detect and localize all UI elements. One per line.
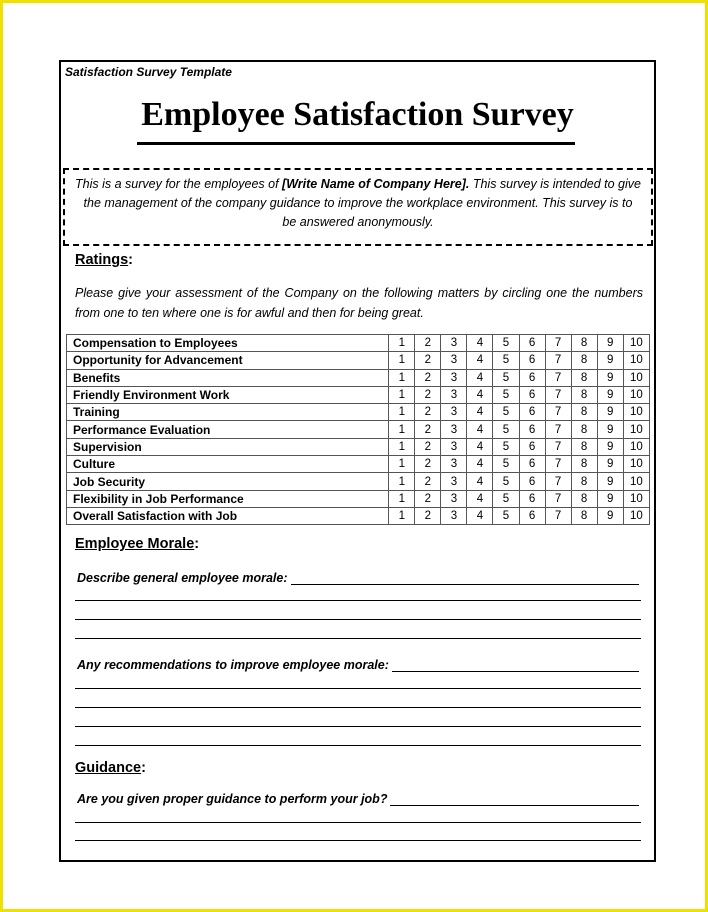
rating-item-label: Friendly Environment Work [67,386,389,403]
intro-text-2: This survey is intended to give the management of the company guidance to improve the workplace environment. This survey is to be answered anonymously. [83,177,641,229]
intro-box [63,168,653,246]
rating-option[interactable]: 8 [571,335,597,352]
rating-row [67,369,650,386]
morale-heading: Employee Morale: [75,536,200,552]
rating-option[interactable]: 10 [623,352,649,369]
rating-option[interactable]: 3 [441,352,467,369]
rating-option[interactable]: 1 [389,507,415,524]
ratings-heading: Ratings: [75,252,134,268]
rating-option[interactable]: 4 [467,335,493,352]
rating-item-label: Flexibility in Job Performance [67,490,389,507]
rating-option[interactable]: 2 [415,438,441,455]
rating-option[interactable]: 7 [545,456,571,473]
rating-option[interactable]: 8 [571,386,597,403]
rating-option[interactable]: 2 [415,404,441,421]
rating-item-label: Compensation to Employees [67,335,389,352]
guidance-answer-1-field[interactable] [390,793,639,806]
rating-option[interactable]: 8 [571,421,597,438]
rating-option[interactable]: 7 [545,490,571,507]
answer-line[interactable] [75,745,641,746]
morale-question-2 [77,656,639,672]
rating-option[interactable]: 3 [441,473,467,490]
rating-option[interactable]: 4 [467,369,493,386]
rating-row [67,404,650,421]
rating-option[interactable]: 9 [597,473,623,490]
rating-item-label: Supervision [67,438,389,455]
rating-option[interactable]: 3 [441,404,467,421]
rating-option[interactable]: 8 [571,507,597,524]
rating-row [67,490,650,507]
rating-option[interactable]: 5 [493,473,519,490]
answer-line[interactable] [75,688,641,689]
rating-option[interactable]: 4 [467,404,493,421]
guidance-heading: Guidance: [75,760,146,776]
rating-option[interactable]: 6 [519,335,545,352]
rating-option[interactable]: 1 [389,473,415,490]
rating-option[interactable]: 9 [597,456,623,473]
rating-row [67,352,650,369]
rating-option[interactable]: 4 [467,438,493,455]
rating-option[interactable]: 7 [545,421,571,438]
rating-option[interactable]: 1 [389,386,415,403]
answer-line[interactable] [75,822,641,823]
rating-item-label: Performance Evaluation [67,421,389,438]
rating-option[interactable]: 4 [467,490,493,507]
rating-option[interactable]: 1 [389,404,415,421]
rating-option[interactable]: 10 [623,386,649,403]
answer-line[interactable] [75,840,641,841]
company-name-placeholder[interactable]: [Write Name of Company Here]. [282,177,470,191]
rating-option[interactable]: 8 [571,438,597,455]
morale-question-1-label: Describe general employee morale: [77,571,288,585]
rating-option[interactable]: 5 [493,335,519,352]
rating-option[interactable]: 9 [597,421,623,438]
ratings-table [66,334,650,525]
rating-option[interactable]: 2 [415,369,441,386]
answer-line[interactable] [75,707,641,708]
rating-option[interactable]: 6 [519,404,545,421]
rating-option[interactable]: 8 [571,352,597,369]
rating-row [67,386,650,403]
rating-option[interactable]: 7 [545,352,571,369]
rating-option[interactable]: 4 [467,352,493,369]
rating-option[interactable]: 5 [493,404,519,421]
rating-option[interactable]: 4 [467,421,493,438]
rating-row [67,438,650,455]
rating-option[interactable]: 5 [493,456,519,473]
rating-option[interactable]: 4 [467,507,493,524]
rating-option[interactable]: 5 [493,507,519,524]
answer-line[interactable] [75,619,641,620]
rating-option[interactable]: 2 [415,456,441,473]
rating-option[interactable]: 10 [623,473,649,490]
rating-option[interactable]: 7 [545,473,571,490]
rating-option[interactable]: 3 [441,369,467,386]
rating-option[interactable]: 3 [441,490,467,507]
rating-option[interactable]: 2 [415,507,441,524]
rating-option[interactable]: 3 [441,507,467,524]
rating-row [67,421,650,438]
rating-option[interactable]: 8 [571,369,597,386]
title-underline [137,142,575,145]
morale-answer-2-field[interactable] [392,659,639,672]
rating-option[interactable]: 2 [415,421,441,438]
rating-option[interactable]: 2 [415,386,441,403]
rating-option[interactable]: 3 [441,421,467,438]
rating-item-label: Overall Satisfaction with Job [67,507,389,524]
rating-option[interactable]: 5 [493,490,519,507]
morale-answer-1-field[interactable] [291,572,639,585]
rating-option[interactable]: 2 [415,490,441,507]
rating-row [67,507,650,524]
rating-option[interactable]: 9 [597,490,623,507]
rating-option[interactable]: 8 [571,456,597,473]
rating-option[interactable]: 6 [519,456,545,473]
rating-option[interactable]: 8 [571,473,597,490]
rating-option[interactable]: 5 [493,352,519,369]
rating-item-label: Job Security [67,473,389,490]
rating-row [67,473,650,490]
rating-option[interactable]: 1 [389,490,415,507]
rating-option[interactable]: 1 [389,369,415,386]
rating-option[interactable]: 10 [623,456,649,473]
rating-option[interactable]: 1 [389,335,415,352]
survey-page [59,60,656,862]
rating-option[interactable]: 6 [519,386,545,403]
rating-option[interactable]: 3 [441,335,467,352]
rating-option[interactable]: 10 [623,490,649,507]
rating-option[interactable]: 6 [519,438,545,455]
rating-item-label: Culture [67,456,389,473]
rating-option[interactable]: 6 [519,369,545,386]
rating-option[interactable]: 6 [519,421,545,438]
rating-row [67,456,650,473]
rating-option[interactable]: 3 [441,386,467,403]
answer-line[interactable] [75,600,641,601]
rating-option[interactable]: 7 [545,404,571,421]
rating-row [67,335,650,352]
rating-option[interactable]: 2 [415,473,441,490]
rating-option[interactable]: 7 [545,369,571,386]
guidance-question-1 [77,790,639,806]
rating-option[interactable]: 7 [545,335,571,352]
rating-option[interactable]: 2 [415,335,441,352]
rating-option[interactable]: 3 [441,456,467,473]
rating-option[interactable]: 9 [597,404,623,421]
rating-option[interactable]: 6 [519,507,545,524]
rating-option[interactable]: 4 [467,386,493,403]
rating-option[interactable]: 10 [623,335,649,352]
rating-option[interactable]: 4 [467,456,493,473]
morale-question-1 [77,569,639,585]
rating-option[interactable]: 10 [623,421,649,438]
rating-option[interactable]: 9 [597,438,623,455]
rating-option[interactable]: 7 [545,386,571,403]
rating-option[interactable]: 3 [441,438,467,455]
rating-item-label: Training [67,404,389,421]
rating-option[interactable]: 6 [519,490,545,507]
rating-option[interactable]: 8 [571,490,597,507]
morale-question-2-label: Any recommendations to improve employee morale: [77,658,389,672]
rating-item-label: Benefits [67,369,389,386]
rating-option[interactable]: 8 [571,404,597,421]
guidance-question-1-label: Are you given proper guidance to perform your job? [77,792,388,806]
rating-option[interactable]: 1 [389,438,415,455]
template-label: Satisfaction Survey Template [65,65,232,79]
rating-option[interactable]: 7 [545,438,571,455]
rating-option[interactable]: 1 [389,352,415,369]
rating-option[interactable]: 2 [415,352,441,369]
answer-line[interactable] [75,726,641,727]
rating-option[interactable]: 9 [597,352,623,369]
answer-line[interactable] [75,638,641,639]
ratings-instructions: Please give your assessment of the Company on the following matters by circling one the numbers from one to ten where one is for awful and then for being great. [75,286,643,320]
page-title: Employee Satisfaction Survey [141,96,574,133]
rating-option[interactable]: 10 [623,404,649,421]
rating-option[interactable]: 6 [519,473,545,490]
intro-text-1: This is a survey for the employees of [75,177,283,191]
rating-option[interactable]: 10 [623,438,649,455]
rating-option[interactable]: 5 [493,438,519,455]
rating-option[interactable]: 5 [493,386,519,403]
rating-option[interactable]: 9 [597,335,623,352]
rating-option[interactable]: 5 [493,369,519,386]
rating-option[interactable]: 9 [597,507,623,524]
rating-option[interactable]: 4 [467,473,493,490]
rating-option[interactable]: 9 [597,369,623,386]
rating-option[interactable]: 1 [389,456,415,473]
rating-option[interactable]: 9 [597,386,623,403]
rating-option[interactable]: 1 [389,421,415,438]
rating-option[interactable]: 5 [493,421,519,438]
rating-option[interactable]: 10 [623,369,649,386]
rating-item-label: Opportunity for Advancement [67,352,389,369]
rating-option[interactable]: 10 [623,507,649,524]
rating-option[interactable]: 6 [519,352,545,369]
rating-option[interactable]: 7 [545,507,571,524]
